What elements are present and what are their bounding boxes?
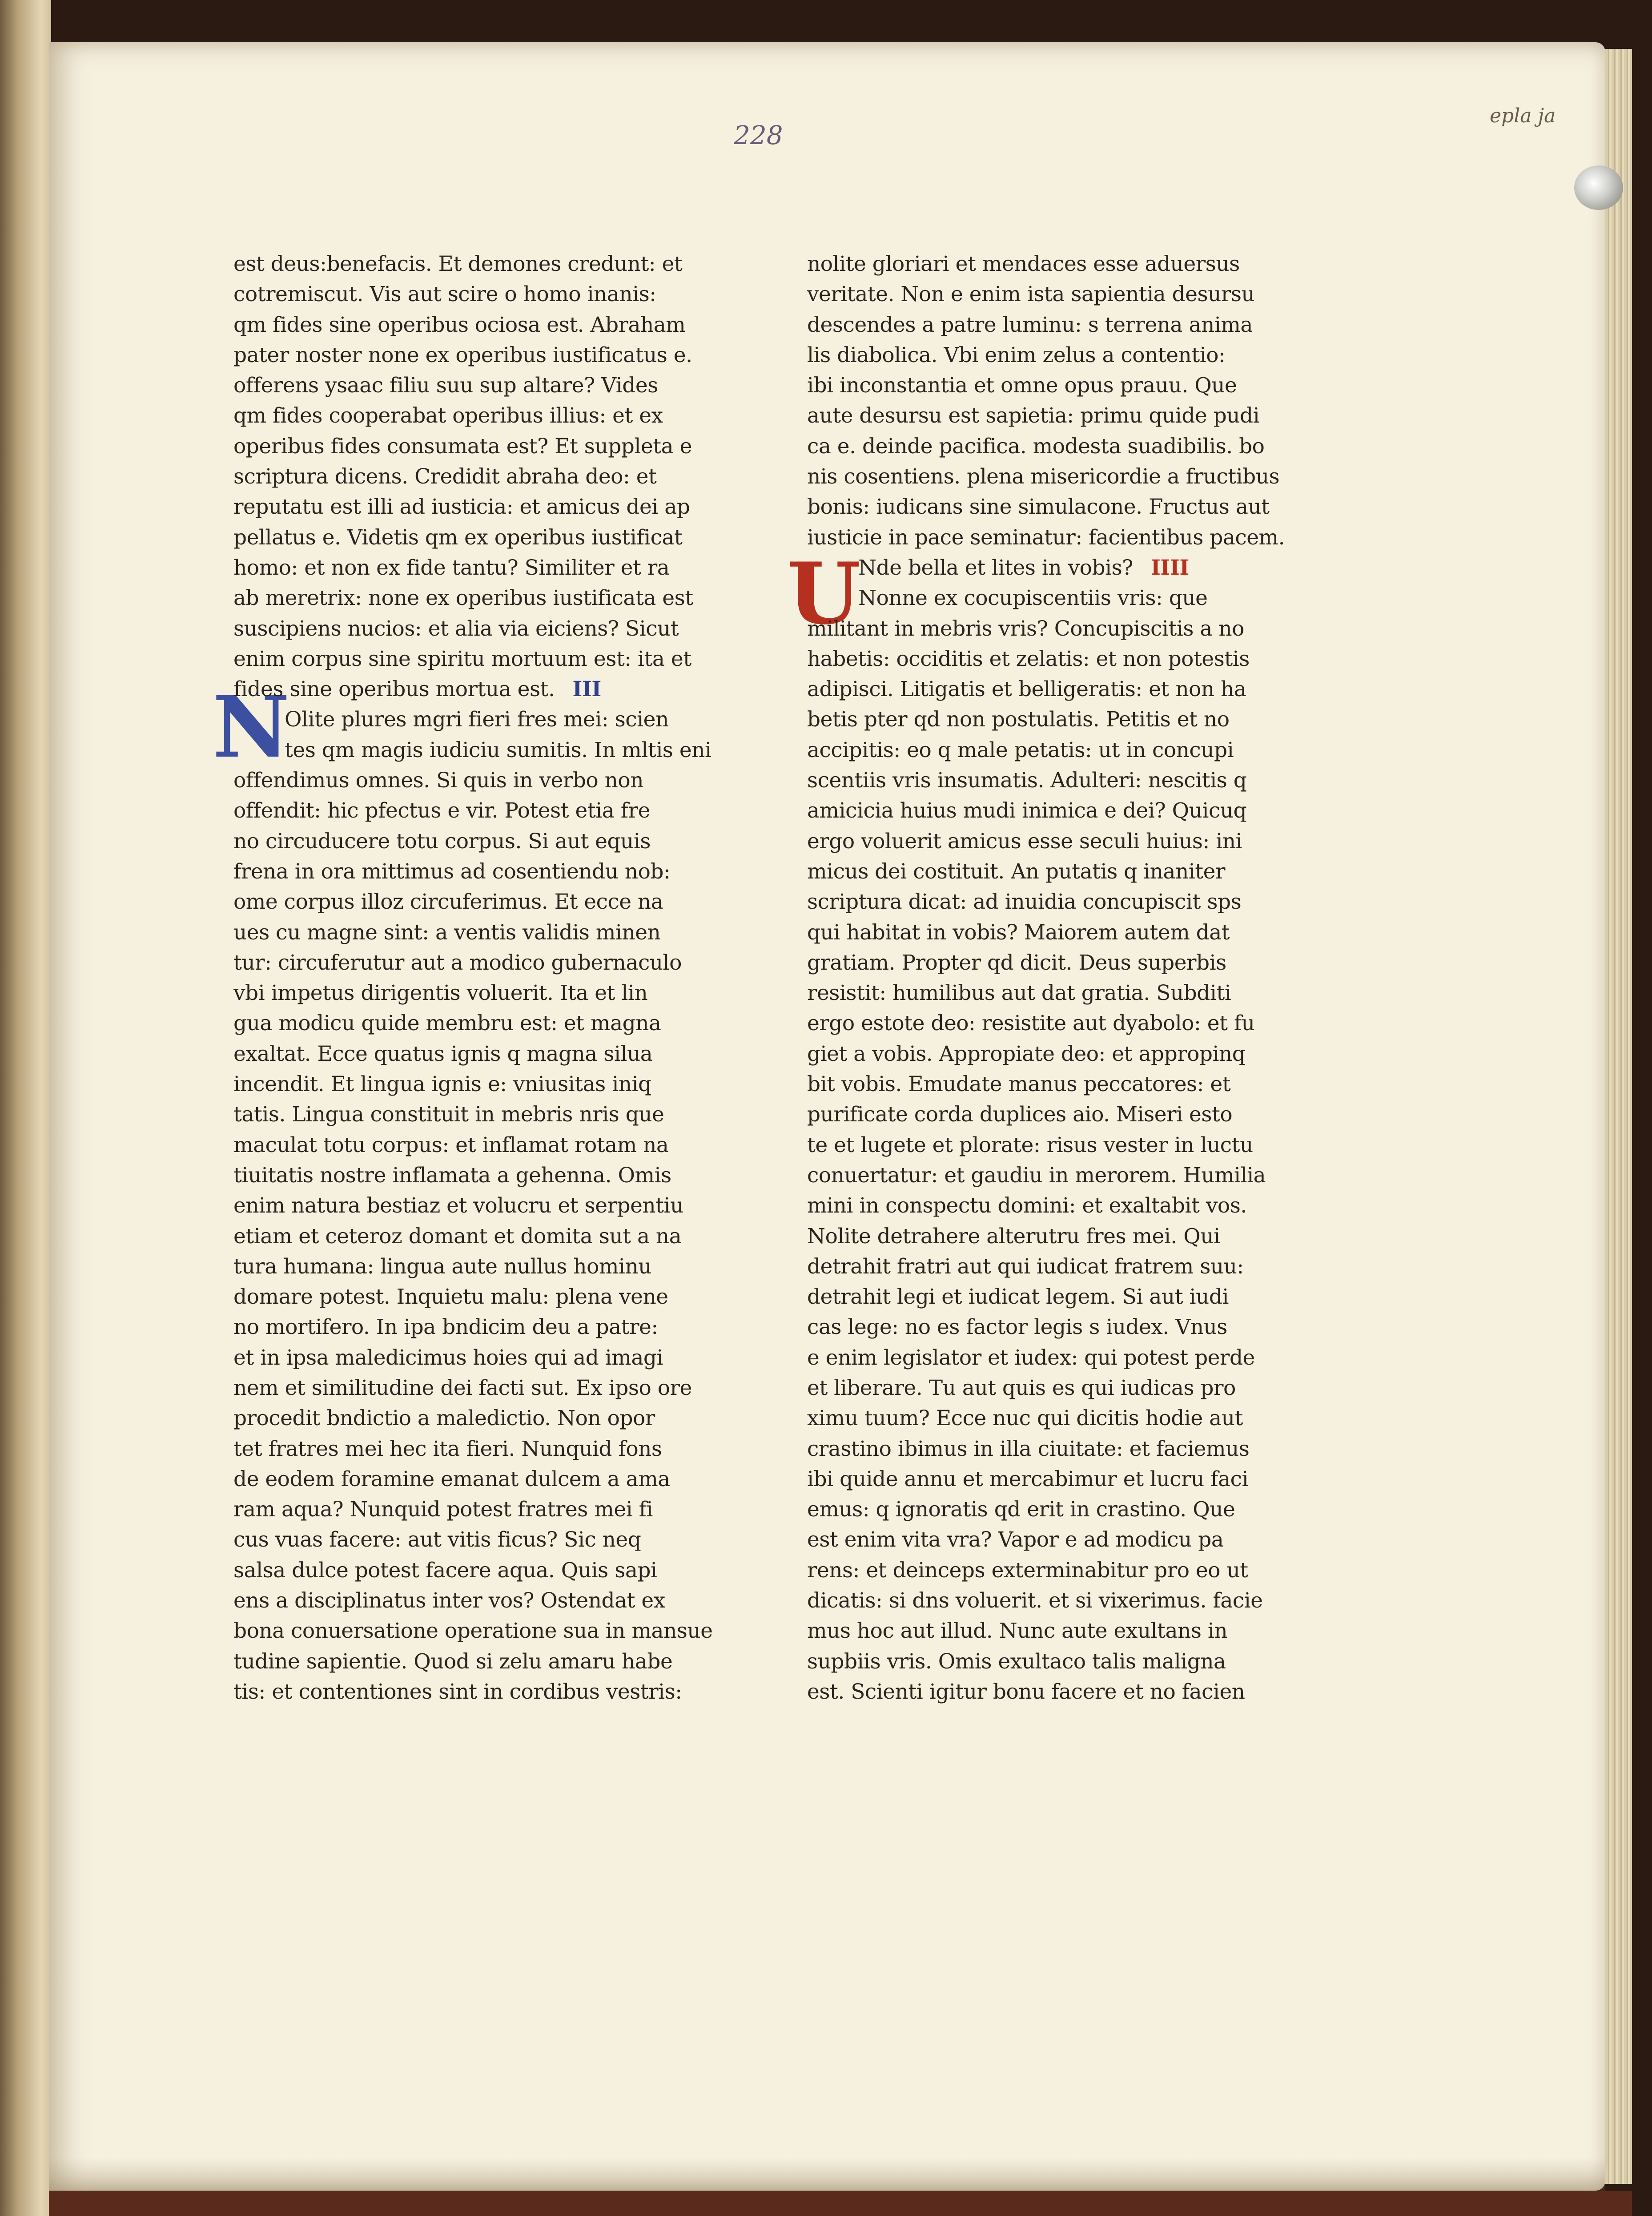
text-line [807, 1616, 1287, 1646]
text-line [807, 1555, 1287, 1586]
text-line [233, 1343, 714, 1373]
line-text: scriptura dicat: ad inuidia concupiscit sps [807, 890, 1242, 915]
text-line [807, 1282, 1287, 1312]
line-text: ome corpus illoz circuferimus. Et ecce na [233, 890, 663, 915]
line-text: no circuducere totu corpus. Si aut equis [233, 829, 651, 854]
line-text: offendimus omnes. Si quis in verbo non [233, 768, 643, 793]
text-line [233, 1191, 714, 1221]
text-line [233, 310, 714, 340]
line-text: cotremiscut. Vis aut scire o homo inanis: [233, 282, 656, 307]
line-text: e enim legislator et iudex: qui potest perde [807, 1345, 1255, 1370]
line-text: reputatu est illi ad iusticia: et amicus dei ap [233, 495, 690, 520]
line-text: militant in mebris vris? Concupiscitis a no [807, 616, 1244, 641]
text-line [233, 523, 714, 553]
text-line [807, 1677, 1287, 1707]
text-line [807, 1373, 1287, 1403]
text-line [233, 1647, 714, 1677]
decorated-initial-u: U [787, 544, 861, 643]
line-text: detrahit fratri aut qui iudicat fratrem suu: [807, 1254, 1244, 1279]
line-text: emus: q ignoratis qd erit in crastino. Que [807, 1497, 1235, 1522]
text-line [807, 705, 1287, 735]
binding-edge [49, 2191, 1632, 2216]
line-text: de eodem foramine emanat dulcem a ama [233, 1467, 670, 1491]
line-text: resistit: humilibus aut dat gratia. Subditi [807, 981, 1231, 1006]
text-line [233, 1677, 714, 1707]
text-line [807, 462, 1287, 492]
text-line [807, 644, 1287, 674]
line-text: crastino ibimus in illa ciuitate: et faciemus [807, 1436, 1250, 1461]
line-text: exaltat. Ecce quatus ignis q magna silua [233, 1041, 653, 1066]
text-line [807, 401, 1287, 431]
text-line [233, 1069, 714, 1100]
text-line [233, 674, 714, 705]
line-text: ca e. deinde pacifica. modesta suadibilis. bo [807, 434, 1265, 459]
line-text: nolite gloriari et mendaces esse aduersus [807, 252, 1240, 276]
text-line [233, 1100, 714, 1130]
text-line [807, 1130, 1287, 1160]
line-text: incendit. Et lingua ignis e: vniusitas iniq [233, 1072, 651, 1097]
line-text: rens: et deinceps exterminabitur pro eo ut [807, 1558, 1248, 1583]
line-text: enim corpus sine spiritu mortuum est: ita et [233, 646, 691, 671]
text-line [233, 279, 714, 310]
line-text: tet fratres mei hec ita fieri. Nunquid fons [233, 1436, 662, 1461]
text-line [807, 1647, 1287, 1677]
corner-annotation: epla ja [1490, 105, 1556, 127]
text-line [233, 948, 714, 978]
text-line [233, 1434, 714, 1464]
line-text: domare potest. Inquietu malu: plena vene [233, 1285, 668, 1309]
text-line [807, 1160, 1287, 1191]
text-line [807, 796, 1287, 826]
line-text: scriptura dicens. Credidit abraha deo: et [233, 464, 657, 489]
text-line [233, 1555, 714, 1586]
text-line [807, 279, 1287, 310]
line-text: ues cu magne sint: a ventis validis minen [233, 920, 661, 945]
line-text: iusticie in pace seminatur: facientibus pacem. [807, 525, 1285, 550]
line-text: bit vobis. Emudate manus peccatores: et [807, 1072, 1231, 1097]
text-line [233, 705, 714, 735]
line-text: accipitis: eo q male petatis: ut in concupi [807, 737, 1234, 762]
text-line [807, 583, 1287, 613]
text-line [807, 1343, 1287, 1373]
text-line [233, 1039, 714, 1069]
text-line [233, 918, 714, 948]
text-line [807, 1252, 1287, 1282]
text-line [233, 1616, 714, 1646]
text-line [807, 1525, 1287, 1555]
text-line [233, 614, 714, 644]
text-line [807, 766, 1287, 796]
line-text: enim natura bestiaz et volucru et serpentiu [233, 1193, 683, 1218]
text-line [233, 371, 714, 401]
text-line [233, 1252, 714, 1282]
text-line [807, 887, 1287, 917]
text-line [807, 1100, 1287, 1130]
line-text: betis pter qd non postulatis. Petitis et no [807, 707, 1230, 732]
text-line [807, 1039, 1287, 1069]
text-line [233, 1403, 714, 1434]
line-text: ram aqua? Nunquid potest fratres mei fi [233, 1497, 653, 1522]
text-line [807, 1069, 1287, 1100]
text-line [807, 978, 1287, 1008]
line-text: Nolite detrahere alterutru fres mei. Qui [807, 1224, 1220, 1249]
line-text: ens a disciplinatus inter vos? Ostendat ex [233, 1588, 665, 1613]
line-text: qm fides cooperabat operibus illius: et ex [233, 403, 663, 428]
line-text: ibi inconstantia et omne opus prauu. Que [807, 373, 1237, 398]
page-clip [1574, 165, 1623, 210]
line-text: ergo estote deo: resistite aut dyabolo: et fu [807, 1011, 1255, 1036]
line-text: detrahit legi et iudicat legem. Si aut iudi [807, 1285, 1229, 1309]
folio-number: 228 [734, 120, 783, 150]
chapter-marker: III [572, 677, 601, 702]
line-text: bonis: iudicans sine simulacone. Fructus aut [807, 495, 1270, 520]
line-text: no mortifero. In ipa bndicim deu a patre: [233, 1315, 658, 1340]
text-line [807, 1586, 1287, 1616]
line-text: tatis. Lingua constituit in mebris nris que [233, 1102, 664, 1127]
line-text: conuertatur: et gaudiu in merorem. Humilia [807, 1163, 1266, 1188]
text-line [233, 462, 714, 492]
line-text: gratiam. Propter qd dicit. Deus superbis [807, 950, 1226, 975]
line-text: te et lugete et plorate: risus vester in luctu [807, 1132, 1253, 1157]
line-text: qm fides sine operibus ociosa est. Abraham [233, 312, 686, 337]
text-line [233, 1130, 714, 1160]
line-text: maculat totu corpus: et inflamat rotam na [233, 1132, 669, 1157]
line-text: et liberare. Tu aut quis es qui iudicas pro [807, 1375, 1236, 1400]
left-text-column [233, 249, 714, 1707]
line-text: tudine sapientie. Quod si zelu amaru habe [233, 1649, 673, 1674]
text-line [807, 310, 1287, 340]
right-text-column [807, 249, 1287, 1707]
line-text: pater noster none ex operibus iustificatus e. [233, 342, 692, 367]
line-text: Nonne ex cocupiscentiis vris: que [858, 586, 1208, 611]
text-line [807, 1312, 1287, 1342]
line-text: dicatis: si dns voluerit. et si vixerimus. facie [807, 1588, 1263, 1613]
text-line [233, 1495, 714, 1525]
line-text: lis diabolica. Vbi enim zelus a contentio: [807, 342, 1226, 367]
line-text: et in ipsa maledicimus hoies qui ad imagi [233, 1345, 663, 1370]
text-line [807, 826, 1287, 857]
line-text: amicicia huius mudi inimica e dei? Quicuq [807, 798, 1247, 823]
line-text: ergo voluerit amicus esse seculi huius: ini [807, 829, 1242, 854]
text-line [233, 796, 714, 826]
text-line [233, 1373, 714, 1403]
text-line [807, 340, 1287, 371]
text-line [807, 553, 1287, 583]
text-line [807, 857, 1287, 887]
line-text: salsa dulce potest facere aqua. Quis sapi [233, 1558, 657, 1583]
text-line [233, 431, 714, 462]
line-text: aute desursu est sapietia: primu quide pudi [807, 403, 1260, 428]
text-line [233, 1221, 714, 1252]
line-text: scentiis vris insumatis. Adulteri: nescitis q [807, 768, 1247, 793]
line-text: gua modicu quide membru est: et magna [233, 1011, 661, 1036]
text-line [807, 1403, 1287, 1434]
text-line [233, 1464, 714, 1495]
text-line [233, 340, 714, 371]
text-line [807, 371, 1287, 401]
text-line [233, 735, 714, 766]
text-line [233, 553, 714, 583]
text-line [807, 735, 1287, 766]
text-line [807, 614, 1287, 644]
page-bottom-shadow [49, 2157, 1605, 2191]
text-line [233, 583, 714, 613]
line-text: Olite plures mgri fieri fres mei: scien [285, 707, 669, 732]
text-line [807, 1495, 1287, 1525]
line-text: pellatus e. Videtis qm ex operibus iustificat [233, 525, 683, 550]
text-line [807, 948, 1287, 978]
line-text: bona conuersatione operatione sua in mansue [233, 1619, 713, 1644]
line-text: cus vuas facere: aut vitis ficus? Sic neq [233, 1527, 641, 1552]
line-text: tis: et contentiones sint in cordibus vestris: [233, 1679, 682, 1704]
line-text: suscipiens nucios: et alia via eiciens? Sicut [233, 616, 679, 641]
text-line [807, 1008, 1287, 1039]
line-text: est enim vita vra? Vapor e ad modicu pa [807, 1527, 1224, 1552]
line-text: offerens ysaac filiu suu sup altare? Vides [233, 373, 658, 398]
line-text: mini in conspectu domini: et exaltabit vos. [807, 1193, 1247, 1218]
line-text: ab meretrix: none ex operibus iustificata est [233, 586, 693, 611]
line-text: mus hoc aut illud. Nunc aute exultans in [807, 1619, 1228, 1644]
text-line [233, 1312, 714, 1342]
line-text: veritate. Non e enim ista sapientia desursu [807, 282, 1255, 307]
line-text: est. Scienti igitur bonu facere et no facien [807, 1679, 1245, 1704]
text-line [233, 492, 714, 522]
text-line [233, 249, 714, 279]
line-text: homo: et non ex fide tantu? Similiter et ra [233, 555, 670, 580]
line-text: cas lege: no es factor legis s iudex. Vnus [807, 1315, 1227, 1340]
line-text: micus dei costituit. An putatis q inaniter [807, 859, 1225, 884]
text-line [233, 887, 714, 917]
text-line [807, 492, 1287, 522]
page-block-edge [1605, 49, 1632, 2184]
text-line [807, 249, 1287, 279]
line-text: tes qm magis iudiciu sumitis. In mltis eni [285, 737, 711, 762]
line-text: purificate corda duplices aio. Miseri esto [807, 1102, 1233, 1127]
text-line [807, 918, 1287, 948]
line-text: adipisci. Litigatis et belligeratis: et non ha [807, 677, 1246, 702]
text-line [233, 644, 714, 674]
text-line [233, 1282, 714, 1312]
text-line [807, 1464, 1287, 1495]
text-line [233, 857, 714, 887]
line-text: vbi impetus dirigentis voluerit. Ita et lin [233, 981, 648, 1006]
line-text: tur: circuferutur aut a modico gubernaculo [233, 950, 682, 975]
line-text: descendes a patre luminu: s terrena anima [807, 312, 1253, 337]
line-text: ibi quide annu et mercabimur et lucru faci [807, 1467, 1249, 1491]
line-text: fides sine operibus mortua est. [233, 677, 555, 702]
line-text: qui habitat in vobis? Maiorem autem dat [807, 920, 1230, 945]
line-text: operibus fides consumata est? Et suppleta e [233, 434, 692, 459]
line-text: tura humana: lingua aute nullus hominu [233, 1254, 652, 1279]
line-text: supbiis vris. Omis exultaco talis maligna [807, 1649, 1226, 1674]
text-line [807, 1191, 1287, 1221]
line-text: giet a vobis. Appropiate deo: et appropinq [807, 1041, 1246, 1066]
text-line [807, 1434, 1287, 1464]
line-text: nis cosentiens. plena misericordie a fructibus [807, 464, 1280, 489]
text-line [233, 1008, 714, 1039]
text-line [807, 431, 1287, 462]
line-text: etiam et ceteroz domant et domita sut a na [233, 1224, 682, 1249]
line-text: frena in ora mittimus ad cosentiendu nob: [233, 859, 671, 884]
line-text: Nde bella et lites in vobis? [858, 555, 1133, 580]
text-line [233, 978, 714, 1008]
line-text: offendit: hic pfectus e vir. Potest etia fre [233, 798, 650, 823]
text-line [233, 766, 714, 796]
text-line [233, 826, 714, 857]
facing-page-edge [0, 0, 51, 2216]
text-line [233, 1160, 714, 1191]
line-text: est deus:benefacis. Et demones credunt: et [233, 252, 683, 276]
line-text: habetis: occiditis et zelatis: et non potestis [807, 646, 1250, 671]
text-line [233, 1525, 714, 1555]
line-text: procedit bndictio a maledictio. Non opor [233, 1406, 655, 1431]
text-line [807, 523, 1287, 553]
line-text: nem et similitudine dei facti sut. Ex ipso ore [233, 1375, 692, 1400]
line-text: ximu tuum? Ecce nuc qui dicitis hodie aut [807, 1406, 1243, 1431]
decorated-initial-n: N [213, 677, 290, 777]
text-line [807, 674, 1287, 705]
line-text: tiuitatis nostre inflamata a gehenna. Omis [233, 1163, 671, 1188]
text-line [807, 1221, 1287, 1252]
text-line [233, 401, 714, 431]
text-line [233, 1586, 714, 1616]
chapter-marker: IIII [1150, 555, 1189, 580]
